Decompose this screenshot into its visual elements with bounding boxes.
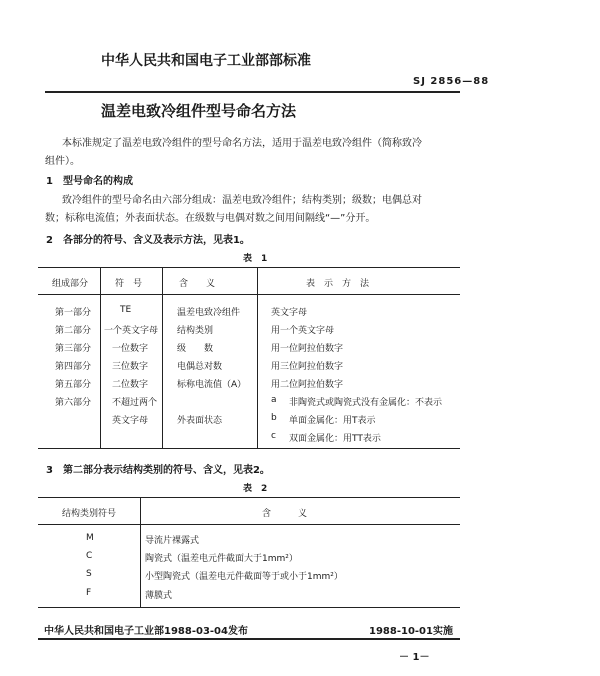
table-1-method: 用三位阿拉伯数字 <box>271 362 344 372</box>
table-2-meaning: 陶瓷式（温差电元件截面大于1mm²） <box>145 554 298 564</box>
table-1-meaning: 结构类别 <box>177 326 214 336</box>
table-1-meaning: 温差电致冷组件 <box>177 308 241 318</box>
standard-code: SJ 2856—88 <box>413 76 490 87</box>
table-2-symbol: C <box>86 551 93 561</box>
table-2-meaning: 导流片裸露式 <box>145 536 200 546</box>
table-1-meaning: 级 数 <box>177 344 214 354</box>
table-1-header-part: 组成部分 <box>52 279 89 289</box>
method-item-text: 双面金属化：用TT表示 <box>289 434 381 444</box>
intro-line-1: 本标准规定了温差电致冷组件的型号命名方法，适用于温差电致冷组件（简称致冷 <box>62 138 422 149</box>
method-item-key: a <box>271 395 277 405</box>
table-2-symbol: M <box>86 533 94 543</box>
footer-rule <box>38 638 460 640</box>
table-1-header-meaning: 含 义 <box>179 279 216 289</box>
table-1-symbol: 一位数字 <box>112 344 149 354</box>
section-1-line-2: 数；标称电流值；外表面状态。在级数与电偶对数之间用间隔线“—”分开。 <box>45 213 376 224</box>
table-1-header-symbol: 符 号 <box>115 279 143 289</box>
table-2-caption: 表 2 <box>243 484 268 494</box>
table-1-symbol: 三位数字 <box>112 362 149 372</box>
method-item-key: b <box>271 413 277 423</box>
table-1-method: 用一个英文字母 <box>271 326 335 336</box>
table-1-part: 第一部分 <box>55 308 92 318</box>
intro-line-2: 组件）。 <box>45 156 80 167</box>
table-2-symbol: S <box>86 569 92 579</box>
table-1-method: 用二位阿拉伯数字 <box>271 380 344 390</box>
table-1-symbol: 不超过两个 <box>112 398 158 408</box>
header-rule <box>45 91 460 93</box>
table-1-method: 英文字母 <box>271 308 308 318</box>
effective-date: 1988-10-01实施 <box>369 626 453 637</box>
section-2-heading: 2 各部分的符号、含义及表示方法，见表1。 <box>46 235 250 246</box>
table-1-symbol-cont: 英文字母 <box>112 416 149 426</box>
table-1-part: 第五部分 <box>55 380 92 390</box>
table-1-symbol: TE <box>120 305 132 315</box>
method-item-text: 单面金属化：用T表示 <box>289 416 376 426</box>
section-1-heading: 1 型号命名的构成 <box>46 176 133 187</box>
table-2-meaning: 小型陶瓷式（温差电元件截面等于或小于1mm²） <box>145 572 343 582</box>
table-1-meaning: 外表面状态 <box>177 416 223 426</box>
table-1-meaning: 标称电流值（A） <box>177 380 247 390</box>
table-1-part: 第四部分 <box>55 362 92 372</box>
section-3-heading: 3 第二部分表示结构类别的符号、含义，见表2。 <box>46 465 270 476</box>
table-1-meaning: 电偶总对数 <box>177 362 223 372</box>
table-2-header-symbol: 结构类别符号 <box>62 509 117 519</box>
table-2-meaning: 薄膜式 <box>145 591 173 601</box>
table-1-part: 第三部分 <box>55 344 92 354</box>
table-1-part: 第二部分 <box>55 326 92 336</box>
table-1-symbol: 一个英文字母 <box>104 326 159 336</box>
org-title: 中华人民共和国电子工业部部标准 <box>101 53 311 69</box>
issue-date: 中华人民共和国电子工业部1988-03-04发布 <box>44 626 248 637</box>
page-number: － 1－ <box>399 652 430 663</box>
document-title: 温差电致冷组件型号命名方法 <box>101 102 297 120</box>
method-item-key: c <box>271 431 276 441</box>
table-1-symbol: 二位数字 <box>112 380 149 390</box>
table-2-header-meaning: 含 义 <box>262 509 308 519</box>
method-item-text: 非陶瓷式或陶瓷式没有金属化：不表示 <box>289 398 443 408</box>
section-1-line-1: 致冷组件的型号命名由六部分组成：温差电致冷组件；结构类别；级数；电偶总对 <box>62 195 422 206</box>
table-1-part: 第六部分 <box>55 398 92 408</box>
table-1-header-method: 表 示 方 法 <box>306 279 370 289</box>
table-1-method: 用一位阿拉伯数字 <box>271 344 344 354</box>
table-1-caption: 表 1 <box>243 254 268 264</box>
table-2-symbol: F <box>86 588 92 598</box>
